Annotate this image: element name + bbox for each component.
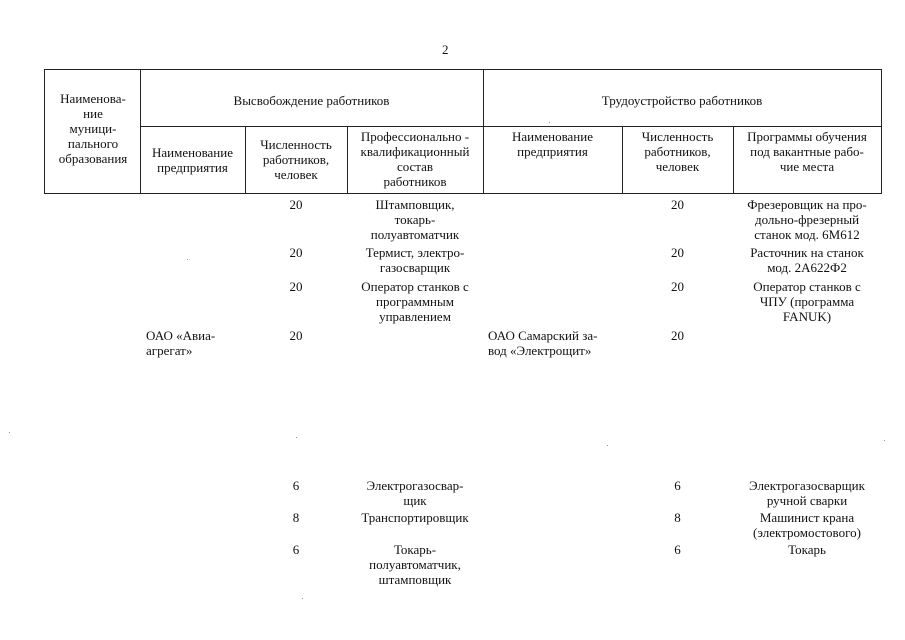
employ-count-cell: 6 xyxy=(674,478,681,493)
qualification-cell: Штамповщик, токарь- полуавтоматчик xyxy=(370,197,460,242)
header-municipality: Наименова- ние муници- пального образования xyxy=(58,91,128,166)
employ-count-cell: 20 xyxy=(671,245,684,260)
release-enterprise-cell: ОАО «Авиа- агрегат» xyxy=(146,328,216,358)
release-count-cell: 6 xyxy=(292,478,300,493)
header-employ-enterprise: Наименование предприятия xyxy=(512,129,593,159)
program-cell: Оператор станков с ЧПУ (программа FANUK) xyxy=(753,279,861,324)
qualification-cell: Транспортировщик xyxy=(361,510,469,525)
qualification-cell: Токарь- полуавтоматчик, штамповщик xyxy=(369,542,461,587)
release-count-cell: 20 xyxy=(289,197,303,212)
employ-count-cell: 6 xyxy=(674,542,681,557)
header-release-enterprise: Наименование предприятия xyxy=(152,145,233,175)
qualification-cell: Термист, электро- газосварщик xyxy=(365,245,465,275)
release-count-cell: 6 xyxy=(292,542,300,557)
employ-enterprise-cell: ОАО Самарский за- вод «Электрощит» xyxy=(488,328,598,358)
employ-count-cell: 8 xyxy=(674,510,681,525)
header-employ-count: Численность работников, человек xyxy=(641,129,714,174)
qualification-cell: Электрогазосвар- щик xyxy=(366,478,464,508)
header-release-count: Численность работников, человек xyxy=(260,137,332,182)
header-employment-group: Трудоустройство работников xyxy=(601,93,763,108)
program-cell: Фрезеровщик на про- дольно-фрезерный станок мод. 6М612 xyxy=(747,197,867,242)
release-count-cell: 8 xyxy=(292,510,300,525)
employ-count-cell: 20 xyxy=(671,279,684,294)
page-number: 2 xyxy=(442,42,449,57)
header-release-qualification: Профессионально - квалификационный состав работников xyxy=(360,129,470,189)
program-cell: Расточник на станок мод. 2А622Ф2 xyxy=(750,245,864,275)
release-count-cell: 20 xyxy=(289,279,303,294)
qualification-cell: Оператор станков с программным управлением xyxy=(361,279,469,324)
program-cell: Токарь xyxy=(788,542,826,557)
header-employ-programs: Программы обучения под вакантные рабо- чие места xyxy=(747,129,867,174)
employ-count-cell: 20 xyxy=(671,328,684,343)
release-count-cell: 20 xyxy=(289,328,303,343)
release-count-cell: 20 xyxy=(289,245,303,260)
program-cell: Машинист крана (электромостового) xyxy=(753,510,861,540)
header-release-group: Высвобождение работников xyxy=(233,93,390,108)
program-cell: Электрогазосварщик ручной сварки xyxy=(749,478,865,508)
employ-count-cell: 20 xyxy=(671,197,684,212)
